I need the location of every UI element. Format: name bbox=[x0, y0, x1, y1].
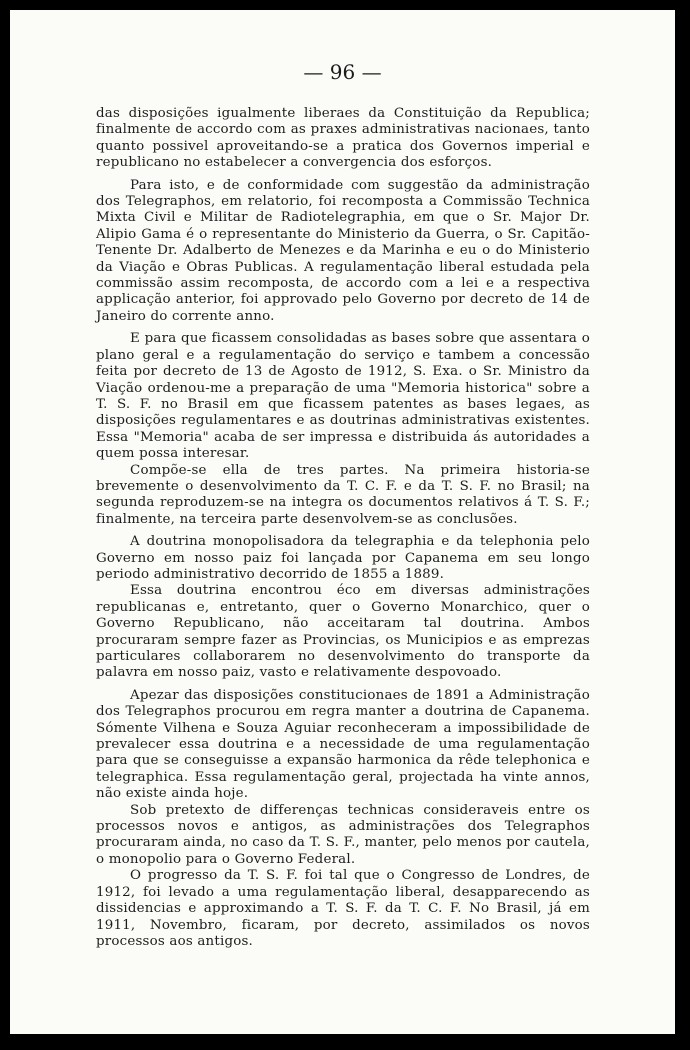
paragraph-8: Sob pretexto de differenças technicas consideraveis entre os processos novos e antigos, as administrações dos Telegraphos procuraram ainda, no caso da T. S. F., manter, pelo menos por cautela, o monopolio para o Governo Federal. bbox=[96, 802, 590, 867]
paragraph-5: A doutrina monopolisadora da telegraphia e da telephonia pelo Governo em nosso paiz foi lançada por Capanema em seu longo periodo administrativo decorrido de 1855 a 1889. bbox=[96, 534, 590, 582]
body-text bbox=[96, 106, 590, 950]
paragraph-4: Compõe-se ella de tres partes. Na primeira historia-se brevemente o desenvolvimento da T. C. F. e da T. S. F. no Brasil; na segunda reproduzem-se na integra os documentos relativos á T. S. F.; finalmente, na terceira parte desenvolvem-se as conclusões. bbox=[96, 462, 590, 527]
paragraph-6: Essa doutrina encontrou éco em diversas administrações republicanas e, entretanto, quer o Governo Monarchico, quer o Governo Republicano, não acceitaram tal doutrina. Ambos procuraram sempre fazer as Provincias, os Municipios e as emprezas particulares collaborarem no desenvolvimento do transporte da palavra em nosso paiz, vasto e relativamente despovoado. bbox=[96, 583, 590, 681]
paragraph-2: Para isto, e de conformidade com suggestão da administração dos Telegraphos, em relatorio, foi recomposta a Commissão Technica Mixta Civil e Militar de Radiotelegraphia, em que o Sr. Major Dr. Alipio Gama é o representante do Ministerio da Guerra, o Sr. Capitão-Tenente Dr. Adalberto de Menezes e da Marinha e eu o do Ministerio da Viação e Obras Publicas. A regulamentação liberal estudada pela commissão assim recomposta, de accordo com a lei e a respectiva applicação anterior, foi approvado pelo Governo por decreto de 14 de Janeiro do corrente anno. bbox=[96, 177, 590, 324]
paragraph-9: O progresso da T. S. F. foi tal que o Congresso de Londres, de 1912, foi levado a uma regulamentação liberal, desapparecendo as dissidencias e approximando a T. S. F. da T. C. F. No Brasil, já em 1911, Novembro, ficaram, por decreto, assimilados os novos processos aos antigos. bbox=[96, 868, 590, 949]
paragraph-3: E para que ficassem consolidadas as bases sobre que assentara o plano geral e a regulamentação do serviço e tambem a concessão feita por decreto de 13 de Agosto de 1912, S. Exa. o Sr. Ministro da Viação ordenou-me a preparação de uma "Memoria historica" sobre a T. S. F. no Brasil em que ficassem patentes as bases legaes, as disposições regulamentares e as doutrinas administrativas existentes. Essa "Memoria" acaba de ser impressa e distribuida ás autoridades a quem possa interesar. bbox=[96, 331, 590, 462]
paragraph-7: Apezar das disposições constitucionaes de 1891 a Administração dos Telegraphos procurou em regra manter a doutrina de Capanema. Sómente Vilhena e Souza Aguiar reconheceram a impossibilidade de prevalecer essa doutrina e a necessidade de uma regulamentação para que se conseguisse a expansão harmonica da rêde telephonica e telegraphica. Essa regulamentação geral, projectada ha vinte annos, não existe ainda hoje. bbox=[96, 687, 590, 802]
page-number: — 96 — bbox=[303, 60, 382, 84]
paragraph-1: das disposições igualmente liberaes da Constituição da Republica; finalmente de accordo com as praxes administrativas nacionaes, tanto quanto possivel aproveitando-se a pratica dos Governos imperial e republicano no estabelecer a convergencia dos esforços. bbox=[96, 106, 590, 171]
document-page bbox=[10, 10, 675, 1034]
